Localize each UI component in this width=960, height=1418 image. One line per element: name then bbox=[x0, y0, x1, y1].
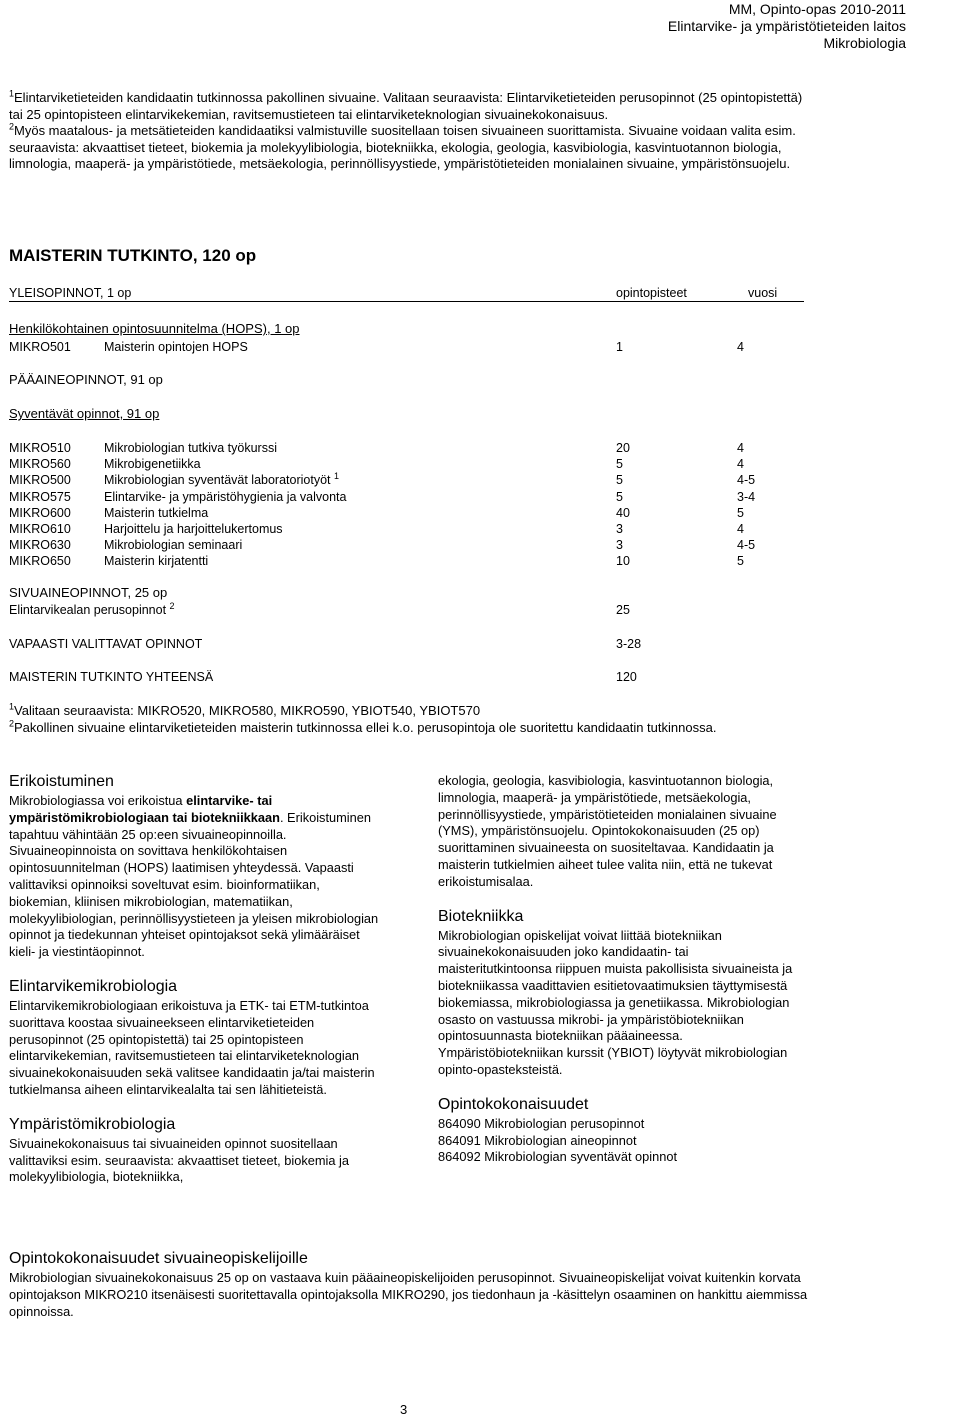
table-note-1 bbox=[9, 703, 799, 720]
course-name: Mikrobiologian tutkiva työkurssi bbox=[104, 441, 277, 455]
course-name-wrap bbox=[104, 521, 283, 537]
biotech-text: Mikrobiologian opiskelijat voivat liittää biotekniikan sivuainekokonaisuuden joko kandidaatin- tai maisteritutkintoonsa riippuen muista pakollisista sivuaineista ja biotekniikassa vaadittavien esitietovaatimuksien täyttymisestä biokemiassa, mikrobiologiassa ja genetiikassa. Mikrobiologian osasto on vastuussa mikrobi- ja ympäristöbiotekniikan opintosuunnasta biotekniikan pääaineessa. Ympäristöbiotekniikan kurssit (YBIOT) löytyvät mikrobiologian opinto-opasteksteistä. bbox=[438, 927, 793, 1077]
minor-students-title: Opintokokonaisuudet sivuaineopiskelijoille bbox=[9, 1250, 308, 1267]
specialization-title: Erikoistuminen bbox=[9, 773, 114, 790]
page-number: 3 bbox=[400, 1402, 408, 1417]
header-line-2: Elintarvike- ja ympäristötieteiden laitos bbox=[667, 18, 906, 34]
course-year: 4 bbox=[737, 441, 744, 455]
env-micro-title: Ympäristömikrobiologia bbox=[9, 1115, 176, 1133]
course-year: 4-5 bbox=[737, 538, 756, 553]
text-emphasis: elintarvike- tai ympäristömikrobiologiaan tai biotekniikkaan bbox=[9, 793, 280, 825]
course-credits: 1 bbox=[616, 340, 623, 354]
top-note-1 bbox=[9, 90, 809, 123]
env-micro-text: Sivuainekokonaisuus tai sivuaineiden opinnot suositellaan valittaviksi esim. seuraavista: akvaattiset tieteet, biokemia ja molekyylibiologia, biotekniikka, bbox=[9, 1135, 349, 1185]
course-year: 4 bbox=[737, 522, 744, 536]
free-title: VAPAASTI VALITTAVAT OPINNOT bbox=[9, 637, 203, 651]
col-credits-header: opintopisteet bbox=[616, 286, 687, 300]
note-text: Elintarviketieteiden kandidaatin tutkinnossa pakollinen sivuaine. Valitaan seuraavista: Elintarviketieteiden perusopinnot (25 opintopistettä) tai 25 opintopisteen elintarvikekemian, ravitsemustieteen tai elintarviketeknologian sivuainekokonaisuus. bbox=[9, 90, 803, 122]
course-credits: 3 bbox=[616, 538, 623, 553]
module-item: 864091 Mikrobiologian aineopinnot bbox=[438, 1132, 637, 1148]
header-line-3: Mikrobiologia bbox=[823, 35, 906, 51]
course-code: MIKRO560 bbox=[9, 457, 71, 472]
course-name-wrap bbox=[104, 505, 208, 521]
continued-text: ekologia, geologia, kasvibiologia, kasvintuotannon biologia, limnologia, maaperä- ja ympäristötiede, metsäekologia, perinnöllisyystiede, ympäristötieteiden monialainen sivuaine (YMS), ympäristönsuojelu. Opintokokonaisuuden (25 op) suorittaminen sivuaineesta on suositeltavaa. Kandidaatin ja maisterin tutkielmien aiheet tulee valita niin, että ne tukevat erikoistumisalaa. bbox=[438, 773, 777, 889]
minor-name-wrap bbox=[9, 602, 175, 618]
course-code: MIKRO575 bbox=[9, 489, 71, 504]
course-year: 4 bbox=[737, 457, 744, 472]
course-year: 3-4 bbox=[737, 489, 756, 504]
modules-section bbox=[438, 1095, 800, 1166]
food-micro-title: Elintarvikemikrobiologia bbox=[9, 977, 178, 995]
note-marker: 2 bbox=[9, 718, 15, 729]
top-note-2 bbox=[9, 123, 809, 173]
course-credits: 5 bbox=[616, 473, 623, 488]
course-name-wrap bbox=[104, 553, 208, 569]
course-code: MIKRO650 bbox=[9, 554, 71, 569]
minor-students-text: Mikrobiologian sivuainekokonaisuus 25 op on vastaava kuin pääaineopiskelijoiden perusopinnot. Sivuaineopiskelijat voivat kuitenkin korvata opintojakson MIKRO210 itsenäisesti suoritettavalla opintojaksolla MIKRO290, jos tiedonhaun ja -käsittelyn osaaminen on hankittu aiemmissa opinnoissa. bbox=[9, 1270, 808, 1319]
course-year: 4-5 bbox=[737, 473, 756, 488]
course-name: Maisterin kirjatentti bbox=[104, 554, 209, 569]
hops-title: Henkilökohtainen opintosuunnitelma (HOPS), 1 op bbox=[9, 321, 300, 336]
module-item: 864090 Mikrobiologian perusopinnot bbox=[438, 1115, 645, 1131]
modules-title: Opintokokonaisuudet bbox=[438, 1095, 589, 1113]
specialization-text bbox=[9, 793, 379, 961]
minor-students-section bbox=[9, 1249, 809, 1320]
advanced-title: Syventävät opinnot, 91 op bbox=[9, 406, 160, 421]
general-title: YLEISOPINNOT, 1 op bbox=[9, 286, 132, 300]
major-title: PÄÄAINEOPINNOT, 91 op bbox=[9, 372, 163, 387]
free-credits: 3-28 bbox=[616, 637, 642, 651]
course-credits: 5 bbox=[616, 457, 623, 472]
course-year: 5 bbox=[737, 554, 744, 569]
course-name: Mikrobiologian syventävät laboratoriotyöt bbox=[104, 473, 331, 488]
module-item: 864092 Mikrobiologian syventävät opinnot bbox=[438, 1149, 678, 1165]
food-micro-section bbox=[9, 977, 379, 1099]
course-credits: 40 bbox=[616, 505, 630, 520]
note-text: Pakollinen sivuaine elintarviketieteiden maisterin tutkinnossa ellei k.o. perusopintoja ole suoritettu kandidaatin tutkinnossa. bbox=[14, 719, 717, 735]
course-code: MIKRO510 bbox=[9, 441, 71, 455]
course-code: MIKRO630 bbox=[9, 538, 71, 553]
text-part: . Erikoistuminen tapahtuu vähintään 25 op:een sivuaineopinnoilla. Sivuaineopinnoista on sovittava henkilökohtaisen opintosuunnitelman (HOPS) laatimisen yhteydessä. Vapaasti valittaviksi opinnoiksi soveltuvat esim. bioinformatiikan, biokemian, kliinisen mikrobiologian, matematiikan, molekyylibiologian, perinnöllisyystieteen ja yleisen mikrobiologian opinnot ja tiedekunnan yhteiset opintojaksot sekä ylimääräiset kieli- ja viestintäopinnot. bbox=[9, 809, 379, 960]
minor-marker: 2 bbox=[169, 600, 175, 611]
table-note-2 bbox=[9, 720, 799, 737]
left-column bbox=[9, 772, 379, 1202]
table-footnotes bbox=[9, 703, 799, 736]
biotech-section bbox=[438, 907, 800, 1079]
course-name: Maisterin opintojen HOPS bbox=[104, 340, 248, 354]
course-year: 5 bbox=[737, 505, 744, 520]
continued-section bbox=[438, 773, 800, 891]
top-footnotes bbox=[9, 90, 809, 173]
course-name-wrap bbox=[104, 456, 201, 472]
course-name-wrap bbox=[104, 472, 339, 488]
course-year: 4 bbox=[737, 340, 744, 354]
course-name: Mikrobigenetiikka bbox=[104, 457, 201, 472]
course-credits: 10 bbox=[616, 554, 630, 569]
note-text: Myös maatalous- ja metsätieteiden kandidaatiksi valmistuville suositellaan toisen sivuaineen suorittamista. Sivuaine voidaan valita esim. seuraavista: akvaattiset tieteet, biokemia ja molekyylibiologia, biotekniikka, ekologia, geologia, kasvibiologia, kasvintuotannon biologia, limnologia, maaperä- ja ympäristötiede, metsäekologia, perinnöllisyystiede, ympäristötieteiden monialainen sivuaine, ympäristönsuojelu. bbox=[9, 123, 796, 171]
header-line-1: MM, Opinto-opas 2010-2011 bbox=[728, 1, 906, 17]
course-code: MIKRO600 bbox=[9, 505, 71, 520]
specialization-section bbox=[9, 772, 379, 961]
course-name-wrap bbox=[104, 489, 346, 505]
env-micro-section bbox=[9, 1115, 379, 1186]
running-header bbox=[668, 1, 906, 52]
course-name: Maisterin tutkielma bbox=[104, 505, 209, 520]
biotech-title: Biotekniikka bbox=[438, 907, 524, 925]
course-name-wrap bbox=[104, 440, 277, 456]
header-divider bbox=[9, 301, 804, 302]
minor-credits: 25 bbox=[616, 603, 630, 617]
text-part: Mikrobiologiassa voi erikoistua bbox=[9, 793, 187, 808]
course-name-wrap bbox=[104, 537, 242, 553]
course-name: Harjoittelu ja harjoittelukertomus bbox=[104, 522, 283, 536]
course-name: Mikrobiologian seminaari bbox=[104, 538, 243, 553]
course-marker: 1 bbox=[334, 471, 340, 482]
course-code: MIKRO501 bbox=[9, 340, 71, 354]
food-micro-text: Elintarvikemikrobiologiaan erikoistuva ja ETK- tai ETM-tutkintoa suorittava koostaa sivuaineekseen elintarviketieteiden perusopinnot (25 opintopistettä) tai 25 opintopisteen elintarvikekemian, ravitsemustieteen tai elintarviketeknologian sivuainekokonaisuuden sekä valitsee kandidaatin ja/tai maisterin tutkielmansa aiheen elintarvikealalta tai sen lähitieteistä. bbox=[9, 997, 375, 1097]
note-marker: 1 bbox=[9, 88, 15, 99]
note-marker: 2 bbox=[9, 121, 15, 132]
col-year-header: vuosi bbox=[748, 286, 778, 300]
minor-name: Elintarvikealan perusopinnot bbox=[9, 603, 167, 617]
minor-title: SIVUAINEOPINNOT, 25 op bbox=[9, 585, 168, 600]
course-code: MIKRO500 bbox=[9, 473, 71, 488]
right-column bbox=[438, 773, 800, 1182]
note-marker: 1 bbox=[9, 701, 15, 712]
course-name: Elintarvike- ja ympäristöhygienia ja valvonta bbox=[104, 489, 347, 504]
degree-title: MAISTERIN TUTKINTO, 120 op bbox=[9, 246, 257, 265]
note-text: Valitaan seuraavista: MIKRO520, MIKRO580, MIKRO590, YBIOT540, YBIOT570 bbox=[14, 703, 481, 718]
total-title: MAISTERIN TUTKINTO YHTEENSÄ bbox=[9, 670, 214, 684]
course-credits: 5 bbox=[616, 489, 623, 504]
course-credits: 20 bbox=[616, 441, 630, 455]
course-code: MIKRO610 bbox=[9, 522, 71, 536]
total-credits: 120 bbox=[616, 670, 637, 684]
course-credits: 3 bbox=[616, 522, 623, 536]
